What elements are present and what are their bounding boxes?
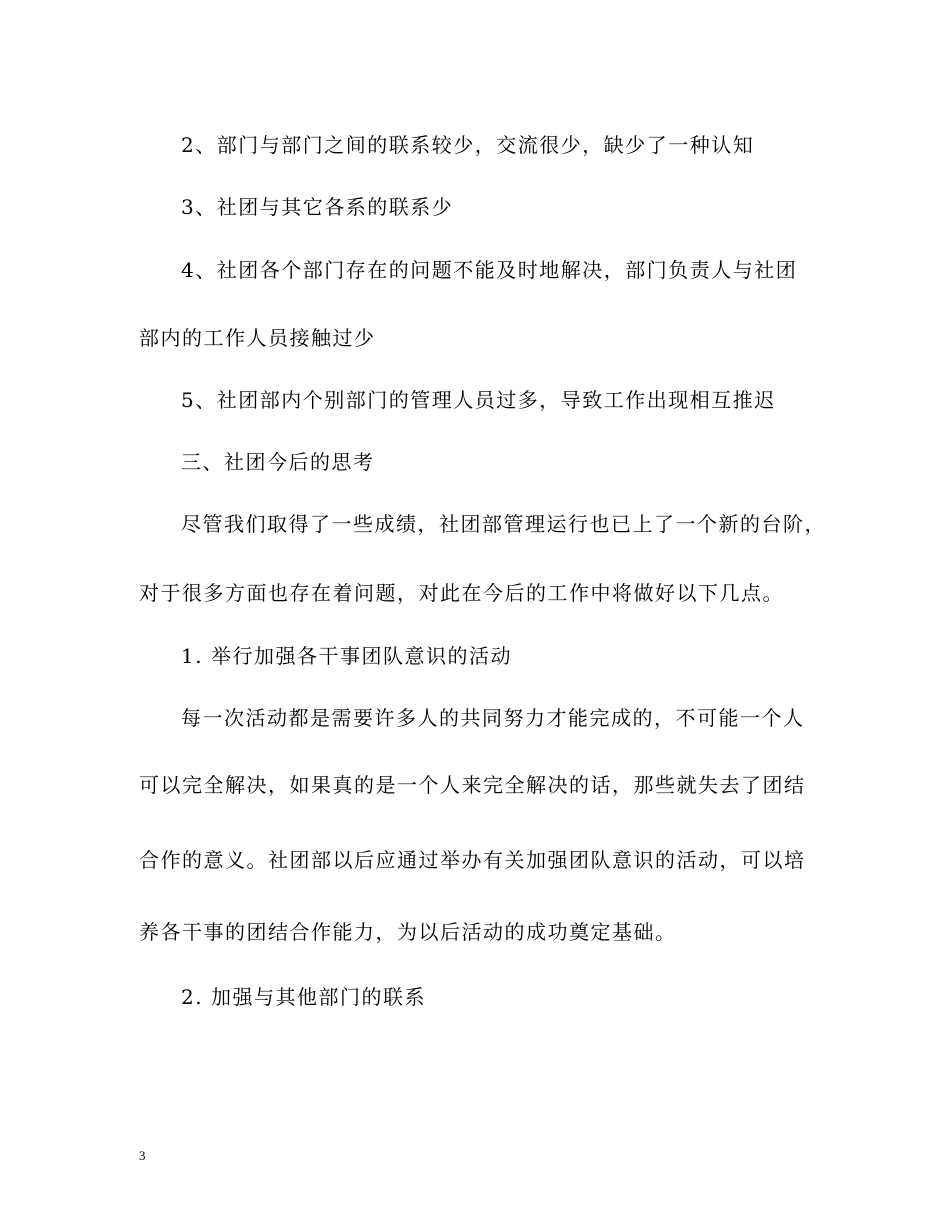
section-heading: 三、社团今后的思考 bbox=[181, 450, 375, 474]
text-line: 5、社团部内个别部门的管理人员过多，导致工作出现相互推迟 bbox=[181, 388, 776, 412]
text-line: 4、社团各个部门存在的问题不能及时地解决，部门负责人与社团 bbox=[181, 258, 798, 282]
text-line: 2、部门与部门之间的联系较少，交流很少，缺少了一种认知 bbox=[181, 133, 755, 157]
text-line: 3、社团与其它各系的联系少 bbox=[181, 195, 454, 219]
list-item-heading: 2. 加强与其他部门的联系 bbox=[181, 985, 426, 1009]
text-line: 每一次活动都是需要许多人的共同努力才能完成的，不可能一个人 bbox=[181, 706, 805, 730]
text-line: 对于很多方面也存在着问题，对此在今后的工作中将做好以下几点。 bbox=[139, 581, 784, 605]
list-item-heading: 1. 举行加强各干事团队意识的活动 bbox=[181, 644, 512, 668]
text-line: 合作的意义。社团部以后应通过举办有关加强团队意识的活动，可以培 bbox=[139, 848, 806, 872]
page-number: 3 bbox=[139, 1148, 146, 1163]
text-line: 养各干事的团结合作能力，为以后活动的成功奠定基础。 bbox=[139, 920, 677, 944]
text-line: 尽管我们取得了一些成绩，社团部管理运行也已上了一个新的台阶， bbox=[181, 512, 826, 536]
text-line: 部内的工作人员接触过少 bbox=[139, 326, 376, 350]
text-line: 可以完全解决，如果真的是一个人来完全解决的话，那些就失去了团结 bbox=[139, 773, 806, 797]
